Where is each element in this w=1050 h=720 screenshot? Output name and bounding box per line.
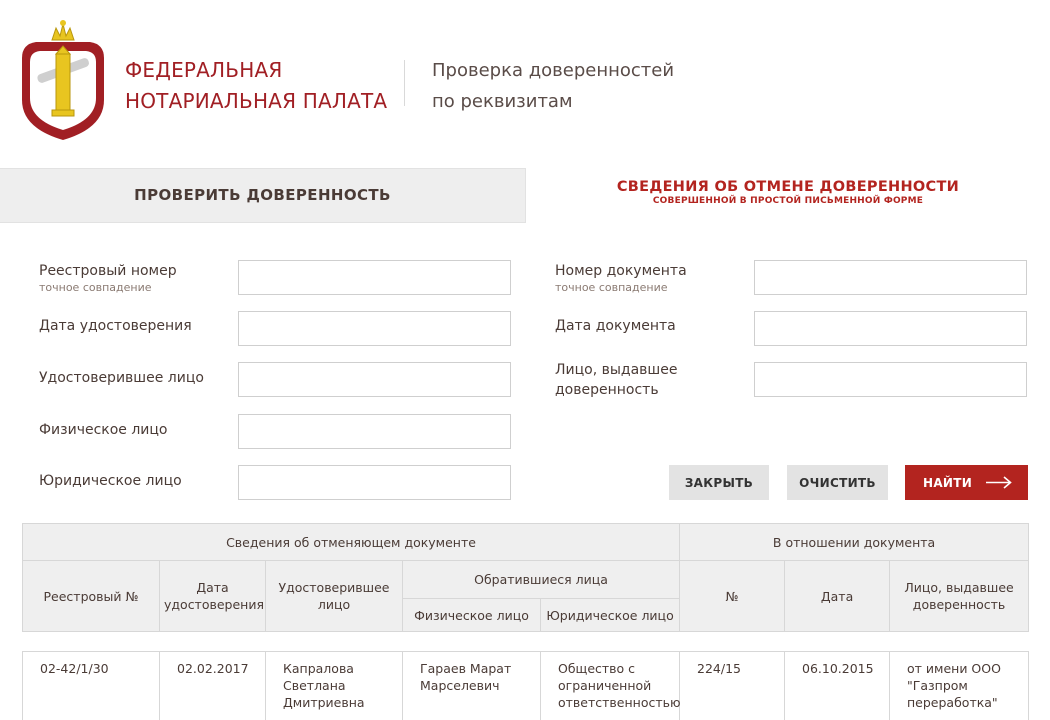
tab-revocation-info[interactable] bbox=[525, 168, 1050, 223]
registry-number-label-text: Реестровый номер bbox=[39, 263, 177, 279]
header-doc-number: № bbox=[680, 561, 785, 632]
document-number-label bbox=[555, 261, 687, 294]
table-row[interactable] bbox=[23, 652, 1029, 720]
document-number-label-text: Номер документа bbox=[555, 263, 687, 279]
cell-doc-issuer: от имени ООО "Газпром переработка" bbox=[890, 652, 1029, 720]
cell-certification-date: 02.02.2017 bbox=[160, 652, 266, 720]
header-certification-date: Дата удостоверения bbox=[160, 561, 266, 632]
header-individual: Физическое лицо bbox=[403, 599, 541, 632]
tab-check-label: ПРОВЕРИТЬ ДОВЕРЕННОСТЬ bbox=[0, 186, 525, 204]
registry-number-hint: точное совпадение bbox=[39, 281, 177, 294]
header-revoking-document: Сведения об отменяющем документе bbox=[23, 524, 680, 561]
cell-legal-entity: Общество с ограниченной ответственностью bbox=[541, 652, 680, 720]
document-date-label: Дата документа bbox=[555, 316, 676, 336]
header-divider bbox=[404, 60, 405, 106]
registry-number-input[interactable] bbox=[238, 260, 511, 295]
tab-revoke-sublabel: СОВЕРШЕННОЙ В ПРОСТОЙ ПИСЬМЕННОЙ ФОРМЕ bbox=[526, 196, 1050, 206]
header-legal-entity: Юридическое лицо bbox=[541, 599, 680, 632]
individual-label: Физическое лицо bbox=[39, 420, 168, 440]
header-certifier: Удостоверившее лицо bbox=[266, 561, 403, 632]
cell-individual: Гараев Марат Марселевич bbox=[403, 652, 541, 720]
tab-bar bbox=[0, 168, 1050, 223]
cell-doc-number: 224/15 bbox=[680, 652, 785, 720]
arrow-right-icon bbox=[986, 476, 1012, 489]
org-name-line2: НОТАРИАЛЬНАЯ ПАЛАТА bbox=[125, 86, 387, 117]
individual-input[interactable] bbox=[238, 414, 511, 449]
results-table-body bbox=[22, 651, 1029, 720]
find-button[interactable] bbox=[905, 465, 1028, 500]
cell-doc-date: 06.10.2015 bbox=[785, 652, 890, 720]
certifying-person-input[interactable] bbox=[238, 362, 511, 397]
clear-button[interactable]: ОЧИСТИТЬ bbox=[787, 465, 888, 500]
registry-number-label bbox=[39, 261, 177, 294]
legal-entity-label: Юридическое лицо bbox=[39, 471, 182, 491]
subtitle-line2: по реквизитам bbox=[432, 86, 674, 117]
header-doc-date: Дата bbox=[785, 561, 890, 632]
cell-registry-number: 02-42/1/30 bbox=[23, 652, 160, 720]
certification-date-label: Дата удостоверения bbox=[39, 316, 192, 336]
org-name-line1: ФЕДЕРАЛЬНАЯ bbox=[125, 55, 387, 86]
organization-name[interactable] bbox=[125, 55, 387, 117]
results-table-header bbox=[22, 523, 1029, 632]
header-regarding-document: В отношении документа bbox=[680, 524, 1029, 561]
issuer-input[interactable] bbox=[754, 362, 1027, 397]
find-button-label: НАЙТИ bbox=[923, 476, 972, 490]
header-doc-issuer: Лицо, выдавшее доверенность bbox=[890, 561, 1029, 632]
close-button[interactable]: ЗАКРЫТЬ bbox=[669, 465, 769, 500]
cell-certifier: Капралова Светлана Дмитриевна bbox=[266, 652, 403, 720]
site-header bbox=[0, 0, 1050, 168]
notary-chamber-emblem-icon[interactable] bbox=[16, 18, 110, 142]
document-number-input[interactable] bbox=[754, 260, 1027, 295]
document-date-input[interactable] bbox=[754, 311, 1027, 346]
certifying-person-label: Удостоверившее лицо bbox=[39, 368, 204, 388]
issuer-label-line1: Лицо, выдавшее bbox=[555, 360, 677, 380]
issuer-label bbox=[555, 360, 677, 400]
subtitle-line1: Проверка доверенностей bbox=[432, 55, 674, 86]
tab-check-power-of-attorney[interactable] bbox=[0, 168, 525, 223]
legal-entity-input[interactable] bbox=[238, 465, 511, 500]
tab-revoke-label: СВЕДЕНИЯ ОБ ОТМЕНЕ ДОВЕРЕННОСТИ bbox=[526, 179, 1050, 195]
header-registry-number: Реестровый № bbox=[23, 561, 160, 632]
document-number-hint: точное совпадение bbox=[555, 281, 687, 294]
certification-date-input[interactable] bbox=[238, 311, 511, 346]
header-applicants: Обратившиеся лица bbox=[403, 561, 680, 599]
issuer-label-line2: доверенность bbox=[555, 380, 677, 400]
page-subtitle bbox=[432, 55, 674, 117]
